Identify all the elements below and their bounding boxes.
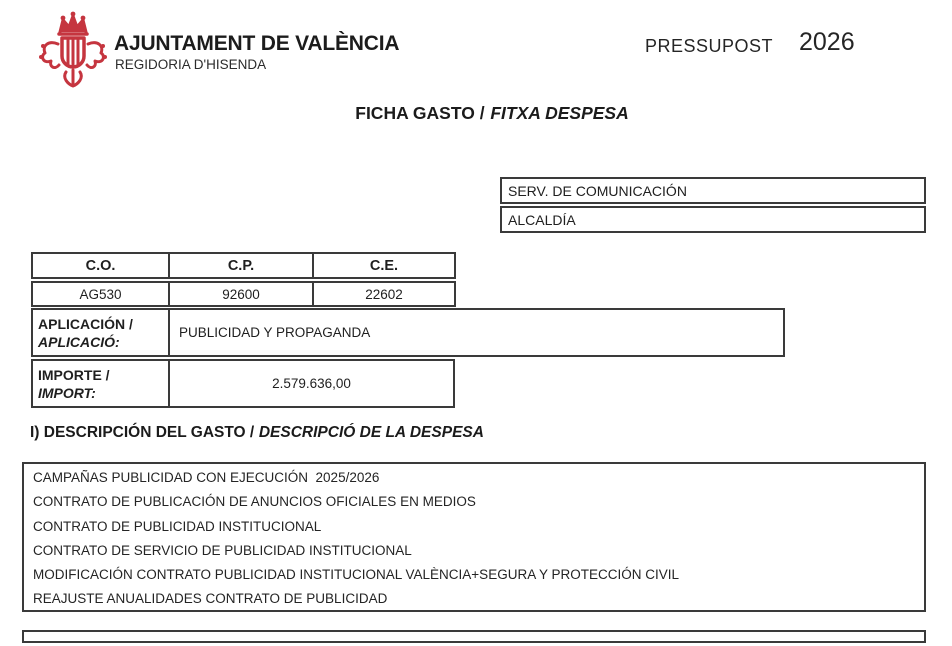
- codes-value-cp: 92600: [168, 281, 314, 307]
- document-title-es: FICHA GASTO /: [355, 103, 485, 123]
- service-name-field: [500, 177, 926, 204]
- application-label-es: APLICACIÓN /: [38, 315, 133, 332]
- application-label: [31, 308, 170, 357]
- application-value-field: [168, 308, 785, 357]
- description-line: CONTRATO DE PUBLICACIÓN DE ANUNCIOS OFICIALES EN MEDIOS: [33, 494, 476, 510]
- description-line: CONTRATO DE SERVICIO DE PUBLICIDAD INSTITUCIONAL: [33, 542, 412, 558]
- application-label-va: APLICACIÓ:: [38, 333, 120, 350]
- expense-description-box: [22, 462, 926, 612]
- codes-header-co: C.O.: [31, 252, 170, 279]
- description-line: REAJUSTE ANUALIDADES CONTRATO DE PUBLICIDAD: [33, 591, 388, 607]
- org-department: REGIDORIA D'HISENDA: [115, 57, 267, 72]
- section-1-heading: [30, 424, 484, 442]
- document-title-va: FITXA DESPESA: [490, 103, 629, 123]
- next-section-box-partial: [22, 630, 926, 643]
- codes-value-ce: 22602: [312, 281, 456, 307]
- amount-value: 2.579.636,00: [272, 376, 351, 391]
- codes-header-ce: C.E.: [312, 252, 456, 279]
- codes-value-co: AG530: [31, 281, 170, 307]
- delegation-name-field: [500, 206, 926, 233]
- document-title: [32, 103, 952, 124]
- description-line: CONTRATO DE PUBLICIDAD INSTITUCIONAL: [33, 518, 322, 534]
- section-1-heading-va: DESCRIPCIÓ DE LA DESPESA: [258, 424, 484, 441]
- description-line: CAMPAÑAS PUBLICIDAD CON EJECUCIÓN 2025/2026: [33, 470, 380, 485]
- org-name: AJUNTAMENT DE VALÈNCIA: [114, 32, 400, 55]
- ajuntament-valencia-coat-of-arms-icon: [36, 8, 110, 88]
- delegation-name: ALCALDÍA: [508, 211, 576, 228]
- application-value: PUBLICIDAD Y PROPAGANDA: [179, 325, 371, 340]
- budget-year: 2026: [799, 28, 855, 56]
- amount-label: [31, 359, 170, 408]
- amount-label-es: IMPORTE /: [38, 366, 110, 383]
- section-1-heading-es: I) DESCRIPCIÓN DEL GASTO /: [30, 424, 255, 441]
- amount-value-field: [168, 359, 455, 408]
- codes-header-cp: C.P.: [168, 252, 314, 279]
- budget-label: PRESSUPOST: [645, 36, 774, 56]
- description-line: MODIFICACIÓN CONTRATO PUBLICIDAD INSTITUCIONAL VALÈNCIA+SEGURA Y PROTECCIÓN CIVIL: [33, 567, 679, 583]
- amount-label-va: IMPORT:: [38, 384, 96, 401]
- service-name: SERV. DE COMUNICACIÓN: [508, 182, 687, 199]
